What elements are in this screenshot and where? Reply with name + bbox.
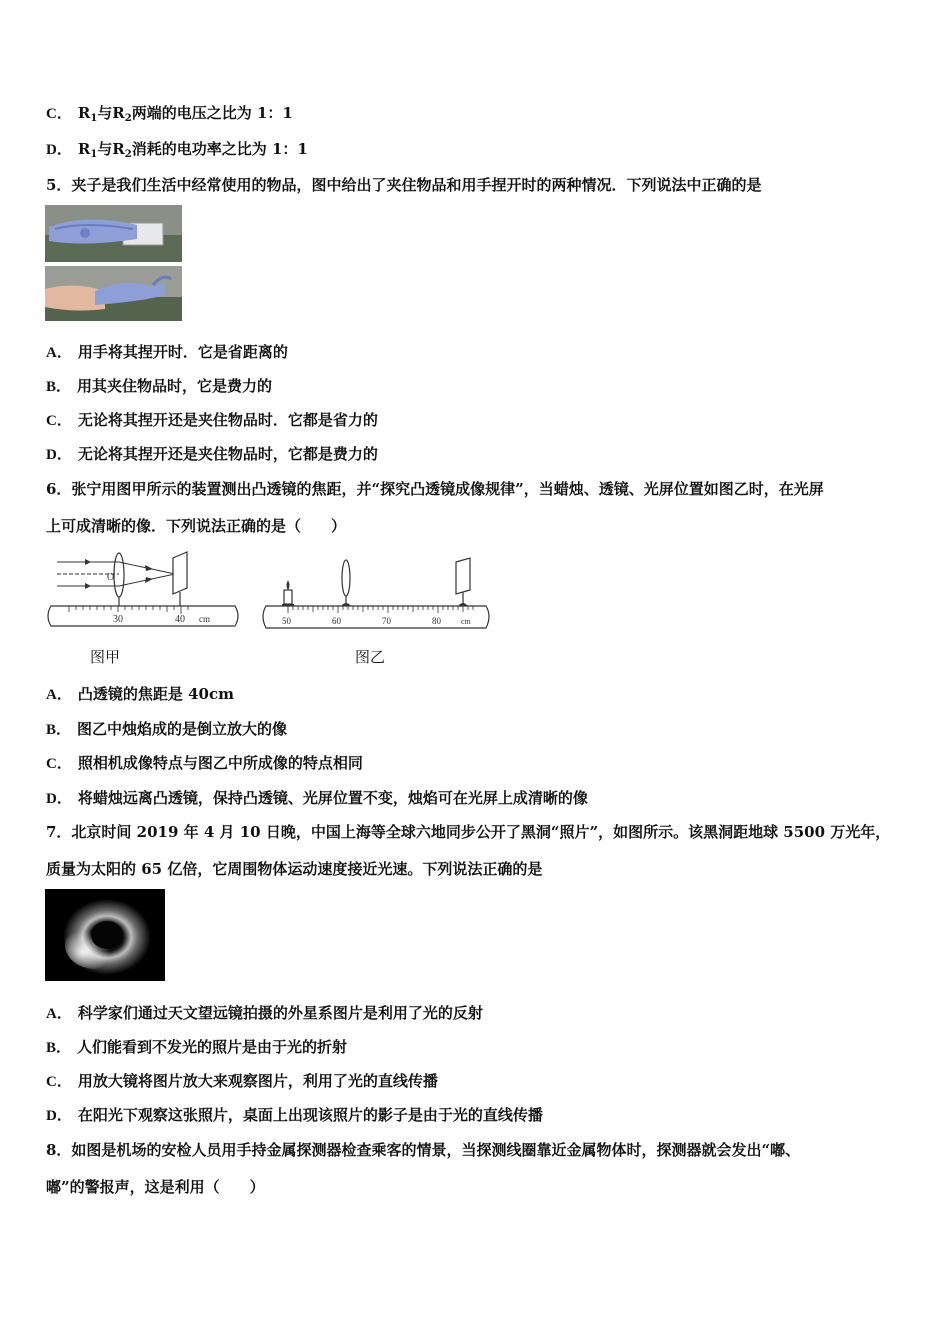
q6-stem-line1: 6．张宁用图甲所示的装置测出凸透镜的焦距，并“探究凸透镜成像规律”，当蜡烛、透镜、光屏位置如图乙时，在光屏: [46, 480, 824, 498]
q6-option-a: A． 凸透镜的焦距是 40cm: [46, 685, 234, 703]
q5-option-d: D． 无论将其捏开还是夹住物品时，它都是费力的: [46, 445, 378, 463]
q5-option-b: B． 用其夹住物品时，它是费力的: [46, 377, 273, 395]
q7-option-c: C． 用放大镜将图片放大来观察图片，利用了光的直线传播: [46, 1072, 438, 1090]
q4-option-c: C． $R_1$与$R_2$两端的电压之比为 1：1: [46, 104, 293, 124]
q8-stem-line1: 8．如图是机场的安检人员用手持金属探测器检查乘客的情景，当探测线圈靠近金属物体时，探测器就会发出“嘟、: [46, 1141, 801, 1159]
q4-option-d: D． $R_1$与$R_2$消耗的电功率之比为 1：1: [46, 140, 308, 160]
q5-option-c: C． 无论将其捏开还是夹住物品时．它都是省力的: [46, 411, 378, 429]
fig-a-lens-label: O: [107, 572, 115, 583]
figure-b-optical-bench: [258, 556, 494, 634]
figure-b-caption: 图乙: [355, 648, 386, 666]
q6-option-d: D． 将蜡烛远离凸透镜，保持凸透镜、光屏位置不变，烛焰可在光屏上成清晰的像: [46, 789, 588, 807]
clip-photo: [45, 205, 182, 321]
q7-option-d: D． 在阳光下观察这张照片，桌面上出现该照片的影子是由于光的直线传播: [46, 1106, 543, 1124]
fig-b-tick-50: 50: [282, 616, 291, 626]
q7-stem-line1: 7．北京时间 2019 年 4 月 10 日晚，中国上海等全球六地同步公开了黑洞“照片”，如图所示。该黑洞距地球 5500 万光年，: [46, 823, 891, 841]
figure-a-caption: 图甲: [90, 648, 121, 666]
q5-stem: 5．夹子是我们生活中经常使用的物品，图中给出了夹住物品和用手捏开时的两种情况．下列说法中正确的是: [46, 176, 762, 194]
fig-b-tick-70: 70: [382, 616, 391, 626]
fig-b-tick-60: 60: [332, 616, 341, 626]
q6-option-c: C． 照相机成像特点与图乙中所成像的特点相同: [46, 754, 363, 772]
q6-option-b: B． 图乙中烛焰成的是倒立放大的像: [46, 720, 288, 738]
fig-b-unit: cm: [461, 617, 471, 626]
q7-option-b: B． 人们能看到不发光的照片是由于光的折射: [46, 1038, 348, 1056]
fig-a-tick-40: 40: [175, 614, 185, 625]
fig-b-tick-80: 80: [432, 616, 441, 626]
q7-option-a: A． 科学家们通过天文望远镜拍摄的外星系图片是利用了光的反射: [46, 1004, 483, 1022]
q6-stem-line2: 上可成清晰的像．下列说法正确的是（ ）: [46, 517, 347, 535]
fig-a-tick-30: 30: [113, 614, 123, 625]
q7-stem-line2: 质量为太阳的 65 亿倍，它周围物体运动速度接近光速。下列说法正确的是: [46, 860, 543, 878]
q5-option-a: A． 用手将其捏开时．它是省距离的: [46, 343, 288, 361]
figure-a-optical-bench: [45, 548, 241, 634]
black-hole-photo: [45, 889, 165, 981]
q8-stem-line2: 嘟”的警报声，这是利用（ ）: [46, 1178, 265, 1196]
fig-a-unit: cm: [199, 614, 210, 624]
